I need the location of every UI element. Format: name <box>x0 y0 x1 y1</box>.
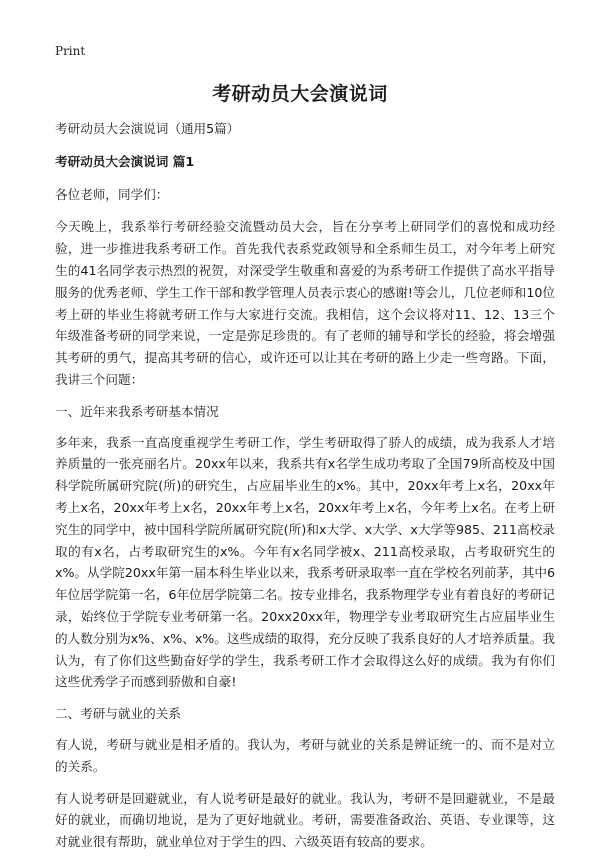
document-body <box>55 118 555 863</box>
document-subtitle: 考研动员大会演说词（通用5篇） <box>55 121 240 136</box>
paragraph-section-2b: 有人说考研是回避就业，有人说考研是最好的就业。我认为，考研不是回避就业，不是最好的就业，而确切地说，是为了更好地就业。考研，需要准备政治、英语、专业课等，这对就业很有帮助，就业单位对于学生的四、六级英语有较高的要求。 <box>55 790 555 850</box>
section-heading-2: 二、考研与就业的关系 <box>55 706 181 722</box>
document-title: 考研动员大会演说词 <box>212 83 388 105</box>
paragraph-intro: 今天晚上，我系举行考研经验交流暨动员大会，旨在分享考上研同学们的喜悦和成功经验，进一步推进我系考研工作。首先我代表系党政领导和全系师生员工，对今年考上研究生的41名同学表示热烈的祝贺，对深受学生敬重和喜爱的为系考研工作提供了高水平指导服务的优秀老师、学生工作干部和教学管理人员表示衷心的感谢!等会儿，几位老师和10位考上研的毕业生将就考研工作与大家进行交流。我相信，这个会议将对11、12、13三个年级准备考研的同学来说，一定是弥足珍贵的。有了老师的辅导和学长的经验，将会增强其考研的勇气，提高其考研的信心，或许还可以让其在考研的路上少走一些弯路。下面，我讲三个问题： <box>55 219 555 387</box>
paragraph-section-1: 多年来，我系一直高度重视学生考研工作，学生考研取得了骄人的成绩，成为我系人才培养质量的一张亮丽名片。20xx年以来，我系共有x名学生成功考取了全国79所高校及中国科学院所属研究院(所)的研究生，占应届毕业生的x%。其中，20xx年考上x名，20xx年考上x名，20xx年考上x名，20xx年考上x名，20xx年考上x名，今年考上x名。在考上研究生的同学中，被中国科学院所属研究院(所)和x大学、x大学、x大学等985、211高校录取的有x名，占考取研究生的x%。今年有x名同学被x、211高校录取，占考取研究生的x%。从学院20xx年第一届本科生毕业以来，我系考研录取率一直在学校名列前茅，其中6年位居学院第一名，6年位居学院第二名。按专业排名，我系物理学专业有着良好的考研记录，始终位于学院专业考研第一名。20xx20xx年，物理学专业考取研究生占应届毕业生的人数分别为x%、x%、x%。这些成绩的取得，充分反映了我系良好的人才培养质量。我认为，有了你们这些勤奋好学的学生，我系考研工作才会取得这么好的成绩。我为有你们这些优秀学子而感到骄傲和自豪! <box>55 434 555 690</box>
print-link[interactable]: Print <box>55 44 86 58</box>
piece-heading: 考研动员大会演说词 篇1 <box>55 153 195 169</box>
greeting: 各位老师，同学们： <box>55 186 169 202</box>
paragraph-section-2a: 有人说，考研与就业是相矛盾的。我认为，考研与就业的关系是辨证统一的、而不是对立的关系。 <box>55 736 555 774</box>
section-heading-1: 一、近年来我系考研基本情况 <box>55 403 219 419</box>
